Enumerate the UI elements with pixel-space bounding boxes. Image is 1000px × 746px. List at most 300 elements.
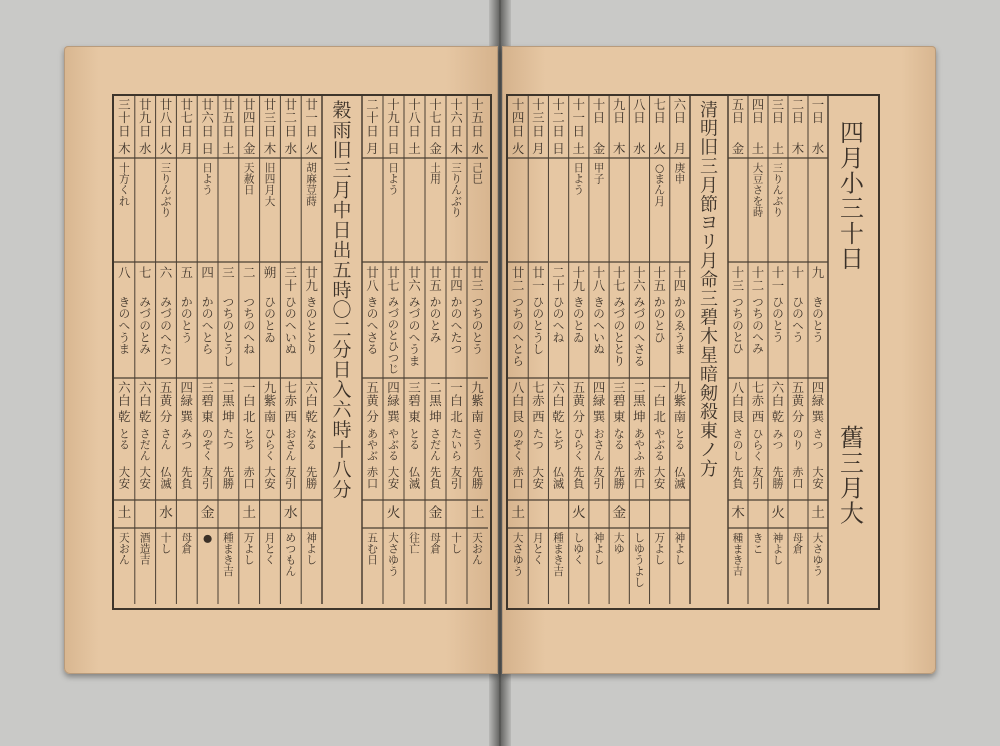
svg-text:仏: 仏: [160, 465, 172, 479]
left-star: [429, 380, 442, 408]
svg-text:引: 引: [450, 477, 463, 491]
right-kanshi: [674, 296, 685, 356]
svg-text:ぢ: ぢ: [243, 439, 255, 452]
svg-text:方: 方: [119, 173, 130, 186]
svg-text:ら: ら: [264, 439, 276, 452]
svg-text:月: 月: [654, 195, 665, 208]
right-element: [572, 505, 586, 521]
svg-text:口: 口: [633, 477, 646, 491]
svg-text:三: 三: [471, 278, 484, 294]
svg-text:の: の: [222, 319, 235, 333]
right-choku: [614, 428, 625, 451]
left-choku: [388, 428, 399, 462]
right-direction: [633, 409, 646, 424]
svg-text:西: 西: [532, 409, 545, 424]
svg-text:り: り: [772, 206, 784, 219]
svg-text:し: し: [772, 554, 784, 567]
right-weekday: [613, 141, 626, 156]
svg-text:ひ: ひ: [532, 295, 544, 309]
svg-text:四: 四: [242, 110, 256, 126]
svg-text:滅: 滅: [408, 477, 421, 491]
svg-text:西: 西: [284, 409, 298, 424]
svg-text:づ: づ: [388, 306, 399, 320]
svg-text:へ: へ: [160, 331, 172, 345]
svg-text:廿: 廿: [511, 265, 525, 280]
right-date: [752, 97, 764, 125]
right-choku: [513, 428, 524, 462]
left-lunar-day: [429, 265, 442, 293]
svg-text:つ: つ: [812, 439, 824, 452]
right-note-top: [773, 162, 784, 218]
left-choku: [306, 428, 317, 451]
svg-text:た: た: [160, 343, 172, 357]
svg-text:東: 東: [408, 409, 421, 424]
svg-text:き: き: [305, 295, 318, 309]
left-star: [264, 380, 277, 408]
svg-text:ま: ま: [408, 354, 421, 368]
right-star: [512, 380, 525, 408]
right-date: [653, 97, 666, 125]
svg-text:お: お: [472, 543, 483, 556]
svg-text:よ: よ: [573, 173, 585, 186]
svg-text:木: 木: [791, 140, 805, 156]
svg-text:先: 先: [573, 465, 585, 479]
svg-text:日: 日: [429, 123, 442, 139]
svg-text:吉: 吉: [139, 554, 151, 567]
svg-text:れ: れ: [119, 195, 130, 208]
svg-text:坤: 坤: [633, 409, 646, 424]
right-star: [674, 380, 687, 408]
svg-text:り: り: [613, 354, 625, 368]
svg-text:う: う: [532, 331, 544, 345]
svg-text:大: 大: [388, 532, 399, 545]
svg-text:東: 東: [612, 409, 626, 424]
left-choku: [265, 428, 276, 462]
svg-text:か: か: [181, 295, 193, 309]
right-weekday: [653, 141, 666, 156]
svg-text:先: 先: [471, 465, 484, 479]
svg-text:倉: 倉: [430, 543, 441, 556]
svg-text:う: う: [573, 184, 585, 197]
svg-text:う: う: [812, 565, 824, 578]
svg-text:廿: 廿: [532, 265, 545, 280]
left-bottom-note: [286, 532, 297, 577]
svg-text:き: き: [732, 554, 744, 567]
svg-text:三: 三: [700, 288, 718, 310]
left-lunar-day: [118, 265, 131, 280]
svg-text:し: し: [306, 554, 317, 567]
old-month-title: [840, 424, 864, 528]
svg-text:み: み: [181, 428, 193, 441]
svg-text:乾: 乾: [305, 409, 318, 424]
svg-text:天: 天: [119, 532, 130, 545]
svg-text:へ: へ: [408, 331, 421, 345]
left-choku: [367, 428, 378, 462]
svg-text:の: の: [139, 319, 151, 333]
right-weekday: [512, 141, 525, 156]
svg-text:き: き: [812, 295, 824, 309]
left-rokuyo: [119, 465, 131, 491]
svg-text:大: 大: [512, 532, 524, 545]
svg-text:万: 万: [243, 532, 255, 545]
svg-text:旧: 旧: [700, 137, 718, 159]
svg-text:さ: さ: [512, 543, 524, 556]
svg-text:ん: ん: [451, 184, 462, 197]
svg-text:へ: へ: [366, 319, 379, 333]
svg-text:よ: よ: [243, 543, 255, 556]
svg-text:金: 金: [731, 140, 745, 156]
svg-text:五: 五: [367, 532, 378, 545]
svg-text:み: み: [772, 428, 784, 441]
svg-text:ね: ね: [243, 343, 255, 357]
right-weekday: [552, 141, 565, 156]
svg-text:ん: ん: [139, 450, 151, 463]
right-element: [511, 504, 525, 521]
left-star: [450, 380, 463, 408]
left-kanshi: [181, 296, 192, 344]
left-date: [264, 97, 277, 138]
right-kanshi: [772, 296, 783, 344]
left-kanshi: [451, 296, 462, 356]
svg-text:日: 日: [471, 123, 484, 139]
svg-text:ひ: ひ: [573, 428, 585, 441]
svg-text:負: 負: [429, 477, 442, 491]
svg-text:月: 月: [533, 532, 544, 545]
svg-text:づ: づ: [633, 307, 646, 321]
svg-text:豆: 豆: [752, 173, 764, 186]
left-choku: [430, 428, 441, 462]
svg-text:六: 六: [771, 379, 785, 395]
svg-text:友: 友: [450, 465, 463, 479]
svg-text:赤: 赤: [751, 392, 765, 408]
svg-text:つ: つ: [388, 351, 399, 365]
svg-text:三: 三: [408, 380, 421, 395]
svg-text:勝: 勝: [613, 477, 625, 491]
svg-text:口: 口: [512, 477, 524, 491]
svg-text:と: と: [573, 319, 585, 333]
svg-text:の: の: [573, 307, 585, 321]
svg-text:み: み: [613, 295, 625, 309]
left-lunar-day: [201, 265, 214, 280]
svg-text:先: 先: [222, 465, 235, 479]
svg-text:三: 三: [840, 449, 864, 478]
svg-text:十: 十: [791, 264, 805, 280]
svg-text:ん: ん: [160, 439, 172, 452]
svg-text:三: 三: [612, 380, 626, 395]
svg-text:九: 九: [673, 380, 687, 395]
right-lunar-day: [593, 265, 606, 293]
svg-text:十: 十: [592, 265, 606, 280]
svg-text:さ: さ: [752, 184, 764, 197]
svg-text:六: 六: [138, 380, 152, 395]
right-lunar-day: [674, 265, 687, 293]
right-date: [573, 97, 586, 138]
svg-text:白: 白: [731, 392, 745, 408]
svg-text:と: と: [119, 428, 130, 441]
svg-text:へ: へ: [633, 331, 646, 345]
svg-text:五: 五: [159, 380, 173, 395]
svg-text:白: 白: [771, 392, 785, 408]
svg-text:金: 金: [612, 505, 627, 522]
svg-text:め: め: [285, 532, 297, 545]
svg-text:十: 十: [572, 265, 586, 280]
svg-text:九: 九: [387, 110, 400, 126]
svg-text:つ: つ: [450, 343, 463, 357]
left-direction: [181, 409, 194, 424]
svg-text:一: 一: [771, 277, 785, 293]
svg-text:と: と: [553, 428, 564, 441]
svg-text:廿: 廿: [305, 97, 318, 112]
svg-text:四: 四: [592, 380, 606, 395]
left-lunar-day: [181, 265, 194, 280]
svg-text:き: き: [223, 554, 234, 567]
left-direction: [429, 409, 442, 424]
right-lunar-day: [772, 265, 784, 293]
left-rokuyo: [181, 465, 193, 491]
svg-text:の: の: [613, 319, 625, 333]
right-direction: [573, 409, 586, 424]
svg-text:三: 三: [284, 265, 298, 280]
svg-text:滅: 滅: [552, 477, 565, 491]
svg-text:さ: さ: [633, 343, 646, 357]
right-rokuyo: [533, 465, 545, 491]
right-choku: [594, 428, 605, 462]
svg-text:月: 月: [700, 175, 718, 197]
svg-text:十: 十: [118, 110, 131, 126]
svg-text:や: や: [388, 428, 399, 441]
right-direction: [613, 409, 626, 424]
left-weekday: [285, 141, 298, 156]
svg-text:赤: 赤: [532, 393, 545, 409]
svg-text:友: 友: [593, 465, 605, 479]
right-star: [532, 380, 545, 408]
svg-text:の: の: [812, 307, 824, 321]
svg-text:四: 四: [840, 119, 864, 148]
svg-text:廿: 廿: [387, 265, 400, 280]
svg-text:月: 月: [673, 141, 687, 156]
svg-text:ぞ: ぞ: [202, 439, 213, 452]
left-choku: [119, 428, 130, 451]
svg-text:さ: さ: [139, 428, 151, 441]
left-lunar-day: [450, 265, 463, 293]
svg-text:日: 日: [387, 123, 400, 139]
svg-text:の: の: [772, 307, 784, 321]
right-date: [512, 97, 525, 138]
svg-text:日: 日: [511, 123, 525, 139]
svg-text:み: み: [139, 343, 151, 357]
left-date: [201, 97, 214, 138]
svg-text:麻: 麻: [306, 173, 317, 186]
svg-text:白: 白: [653, 393, 666, 409]
svg-text:十: 十: [387, 97, 400, 112]
svg-text:の: の: [471, 319, 484, 333]
right-direction: [532, 409, 545, 424]
left-kanshi: [244, 296, 255, 356]
svg-text:み: み: [388, 295, 399, 309]
left-date: [471, 97, 484, 138]
svg-text:へ: へ: [450, 319, 463, 333]
svg-text:き: き: [118, 295, 131, 309]
svg-text:く: く: [202, 450, 213, 463]
left-rokuyo: [285, 465, 296, 491]
svg-text:仏: 仏: [674, 465, 686, 479]
svg-text:巽: 巽: [387, 409, 400, 424]
svg-text:の: の: [732, 439, 744, 452]
svg-text:緑: 緑: [811, 392, 825, 408]
svg-text:八: 八: [592, 278, 606, 294]
left-lunar-day: [160, 265, 173, 280]
svg-text:日: 日: [592, 110, 606, 126]
svg-text:う: う: [388, 565, 399, 578]
left-bottom-note: [265, 532, 276, 566]
svg-text:滅: 滅: [160, 477, 172, 491]
svg-text:し: し: [634, 532, 645, 545]
left-bottom-note: [409, 532, 420, 555]
svg-text:日: 日: [673, 110, 687, 126]
svg-text:た: た: [533, 428, 544, 441]
svg-text:さ: さ: [160, 428, 172, 441]
svg-text:か: か: [429, 295, 442, 309]
svg-text:東: 東: [201, 409, 214, 424]
left-note-top: [472, 162, 483, 185]
left-lunar-day: [408, 265, 421, 293]
svg-text:九: 九: [305, 278, 318, 294]
svg-text:の: の: [732, 319, 744, 333]
svg-text:日: 日: [201, 123, 214, 139]
right-bottom-note: [654, 532, 665, 566]
svg-text:と: と: [613, 343, 625, 357]
svg-text:し: し: [160, 543, 172, 556]
svg-text:ん: ん: [285, 450, 297, 463]
svg-text:五: 五: [791, 379, 805, 395]
left-bottom-note: [182, 532, 193, 555]
left-bottom-note: [367, 532, 378, 566]
svg-text:庚: 庚: [674, 162, 686, 175]
svg-text:よ: よ: [772, 543, 784, 556]
svg-text:勝: 勝: [305, 477, 318, 491]
svg-text:じ: じ: [388, 362, 399, 376]
svg-text:さ: さ: [430, 428, 441, 441]
svg-text:る: る: [409, 439, 420, 452]
svg-text:ヨ: ヨ: [700, 213, 718, 235]
svg-text:し: し: [532, 343, 544, 357]
svg-text:廿: 廿: [201, 97, 214, 112]
left-direction: [305, 409, 318, 424]
right-element: [731, 504, 745, 521]
svg-text:う: う: [472, 439, 483, 452]
svg-text:り: り: [772, 173, 784, 186]
svg-text:づ: づ: [160, 307, 172, 321]
left-rokuyo: [244, 465, 256, 491]
svg-text:母: 母: [181, 532, 193, 545]
right-date: [633, 97, 646, 125]
svg-text:五: 五: [222, 110, 235, 126]
svg-text:五: 五: [366, 380, 379, 395]
svg-text:己: 己: [472, 162, 483, 175]
right-bottom-note: [533, 532, 544, 566]
svg-text:蒔: 蒔: [752, 206, 764, 219]
svg-text:廿: 廿: [263, 97, 277, 112]
svg-text:き: き: [366, 295, 379, 309]
svg-text:造: 造: [139, 543, 151, 556]
svg-text:倉: 倉: [792, 543, 804, 556]
svg-text:ん: ん: [772, 184, 784, 197]
right-direction: [792, 409, 805, 424]
svg-text:ん: ん: [593, 450, 605, 463]
svg-text:三: 三: [700, 156, 718, 178]
left-bottom-note: [161, 531, 172, 555]
left-bottom-note: [472, 532, 483, 566]
svg-text:安: 安: [654, 477, 666, 491]
svg-text:口: 口: [792, 477, 804, 491]
right-date: [552, 97, 565, 138]
right-kanshi: [593, 296, 604, 356]
left-bottom-note: [244, 532, 255, 566]
right-weekday: [633, 141, 646, 156]
svg-text:十: 十: [840, 219, 864, 248]
svg-text:う: う: [202, 184, 213, 197]
svg-text:の: の: [243, 319, 255, 333]
svg-text:一: 一: [811, 96, 825, 112]
svg-text:大: 大: [654, 465, 666, 479]
left-star: [387, 380, 400, 408]
svg-text:い: い: [593, 331, 605, 345]
svg-text:分: 分: [791, 408, 805, 424]
solar-term-guyu: [332, 100, 352, 501]
svg-text:と: と: [388, 329, 399, 343]
svg-text:日: 日: [387, 141, 400, 156]
svg-text:お: お: [285, 428, 297, 441]
svg-text:る: る: [119, 439, 130, 452]
left-date: [243, 97, 256, 138]
left-star: [408, 380, 421, 408]
svg-text:の: の: [181, 307, 193, 321]
svg-text:五: 五: [429, 278, 442, 294]
svg-text:へ: へ: [243, 331, 255, 345]
svg-text:先: 先: [772, 465, 784, 479]
left-element: [242, 504, 256, 521]
right-bottom-note: [573, 532, 584, 566]
svg-text:火: 火: [571, 505, 586, 522]
left-direction: [387, 409, 400, 424]
right-kanshi: [634, 296, 645, 368]
svg-text:日: 日: [332, 219, 352, 242]
svg-text:火: 火: [386, 505, 401, 522]
right-element: [811, 504, 825, 521]
right-choku: [675, 428, 686, 451]
right-lunar-day: [653, 265, 666, 293]
right-rokuyo: [634, 465, 646, 491]
svg-text:ぶ: ぶ: [367, 450, 378, 463]
right-note-top: [675, 161, 686, 185]
svg-text:な: な: [306, 428, 317, 441]
svg-text:二: 二: [332, 319, 352, 342]
svg-text:ゆ: ゆ: [613, 543, 625, 556]
svg-text:い: い: [451, 439, 462, 452]
svg-text:り: り: [792, 439, 804, 452]
svg-text:負: 負: [732, 477, 744, 491]
svg-text:水: 水: [471, 141, 484, 156]
left-rokuyo: [140, 465, 152, 491]
svg-text:緑: 緑: [387, 393, 400, 409]
svg-text:う: う: [118, 331, 131, 345]
left-note-top: [202, 162, 213, 196]
svg-text:万: 万: [654, 532, 665, 545]
left-lunar-day: [243, 265, 256, 280]
svg-text:入: 入: [332, 379, 352, 402]
right-weekday: [792, 141, 804, 156]
right-star: [772, 380, 785, 408]
